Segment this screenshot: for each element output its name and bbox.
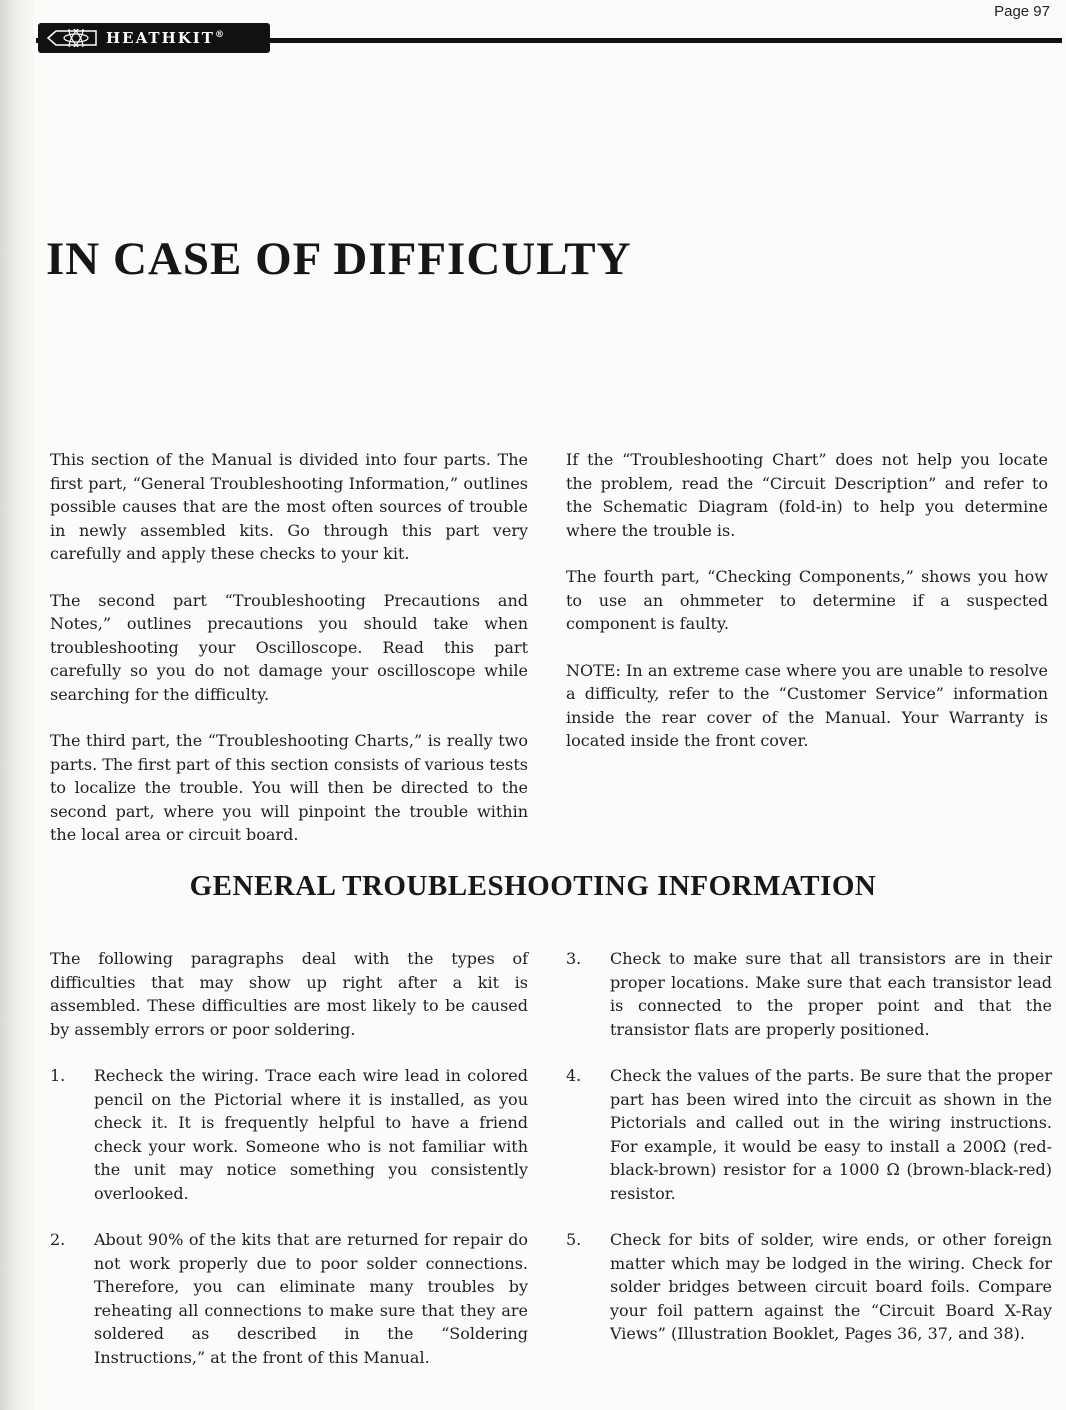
section-lead-paragraph: The following paragraphs deal with the types of difficulties that may show up right after a kit is assembled. These difficulties are most likely to be caused by assembly errors or poor soldering.	[50, 949, 528, 1039]
list-item-number: 1.	[50, 1066, 66, 1085]
logo-text: HEATHKIT®	[106, 29, 224, 47]
list-item-text: Check the values of the parts. Be sure that the proper part has been wired into the circuit as shown in the Pictorials and called out in the wiring instructions. For example, it would be easy to install a 200Ω (red-black-brown) resistor for a 1000 Ω (brown-black-red) resistor.	[610, 1066, 1052, 1203]
list-item-number: 5.	[566, 1230, 582, 1249]
page-number: Page 97	[994, 3, 1050, 20]
list-item-text: Check for bits of solder, wire ends, or other foreign matter which may be lodged in the wiring. Check for solder bridges between circuit board foils. Compare your foil pattern against the “Circuit Board X-Ray Views” (Illustration Booklet, Pages 36, 37, and 38).	[610, 1230, 1052, 1343]
list-item-text: Check to make sure that all transistors are in their proper locations. Make sure that each transistor lead is connected to the proper point and that the transistor flats are properly positioned.	[610, 949, 1052, 1039]
binding-shadow	[0, 0, 34, 1410]
section-column-left	[50, 947, 528, 1392]
intro-column-right	[566, 448, 1048, 776]
section-column-right	[566, 947, 1052, 1369]
intro-column-left	[50, 448, 528, 870]
section-heading: GENERAL TROUBLESHOOTING INFORMATION	[189, 870, 877, 902]
intro-paragraph: The fourth part, “Checking Components,” shows you how to use an ohmmeter to determine if a suspected component is faulty.	[566, 567, 1048, 633]
list-item	[566, 1064, 1052, 1205]
list-item-number: 3.	[566, 949, 582, 968]
intro-paragraph: The third part, the “Troubleshooting Charts,” is really two parts. The first part of this section consists of various tests to localize the trouble. You will then be directed to the second part, where you will pinpoint the trouble within the local area or circuit board.	[50, 731, 528, 844]
list-item-text: About 90% of the kits that are returned for repair do not work properly due to poor solder connections. Therefore, you can eliminate many troubles by reheating all connections to make sure that they are soldered as described in the “Soldering Instructions,” at the front of this Manual.	[94, 1230, 528, 1367]
list-item	[50, 1228, 528, 1369]
intro-paragraph: The second part “Troubleshooting Precautions and Notes,” outlines precautions you should take when troubleshooting your Oscilloscope. Read this part carefully so you do not damage your oscilloscope while searching for the difficulty.	[50, 590, 528, 704]
heathkit-logo	[38, 23, 270, 53]
list-item	[50, 1064, 528, 1205]
list-item-number: 4.	[566, 1066, 582, 1085]
intro-paragraph: If the “Troubleshooting Chart” does not help you locate the problem, read the “Circuit Description” and refer to the Schematic Diagram (fold-in) to help you determine where the trouble is.	[566, 450, 1048, 540]
note-paragraph: NOTE: In an extreme case where you are unable to resolve a difficulty, refer to the “Customer Service” information inside the rear cover of the Manual. Your Warranty is located inside the front cover.	[566, 660, 1048, 750]
list-item-text: Recheck the wiring. Trace each wire lead in colored pencil on the Pictorial where it is installed, as you check it. It is frequently helpful to have a friend check your work. Someone who is not familiar with the unit may notice something you consistently overlooked.	[94, 1066, 528, 1203]
list-item-number: 2.	[50, 1230, 66, 1249]
list-item	[566, 947, 1052, 1041]
intro-paragraph: This section of the Manual is divided into four parts. The first part, “General Troubleshooting Information,” outlines possible causes that are the most often sources of trouble in newly assembled kits. Go through this part very carefully and apply these checks to your kit.	[50, 450, 528, 563]
atom-logo-icon	[46, 29, 98, 47]
page-title: IN CASE OF DIFFICULTY	[46, 233, 632, 285]
list-item	[566, 1228, 1052, 1346]
